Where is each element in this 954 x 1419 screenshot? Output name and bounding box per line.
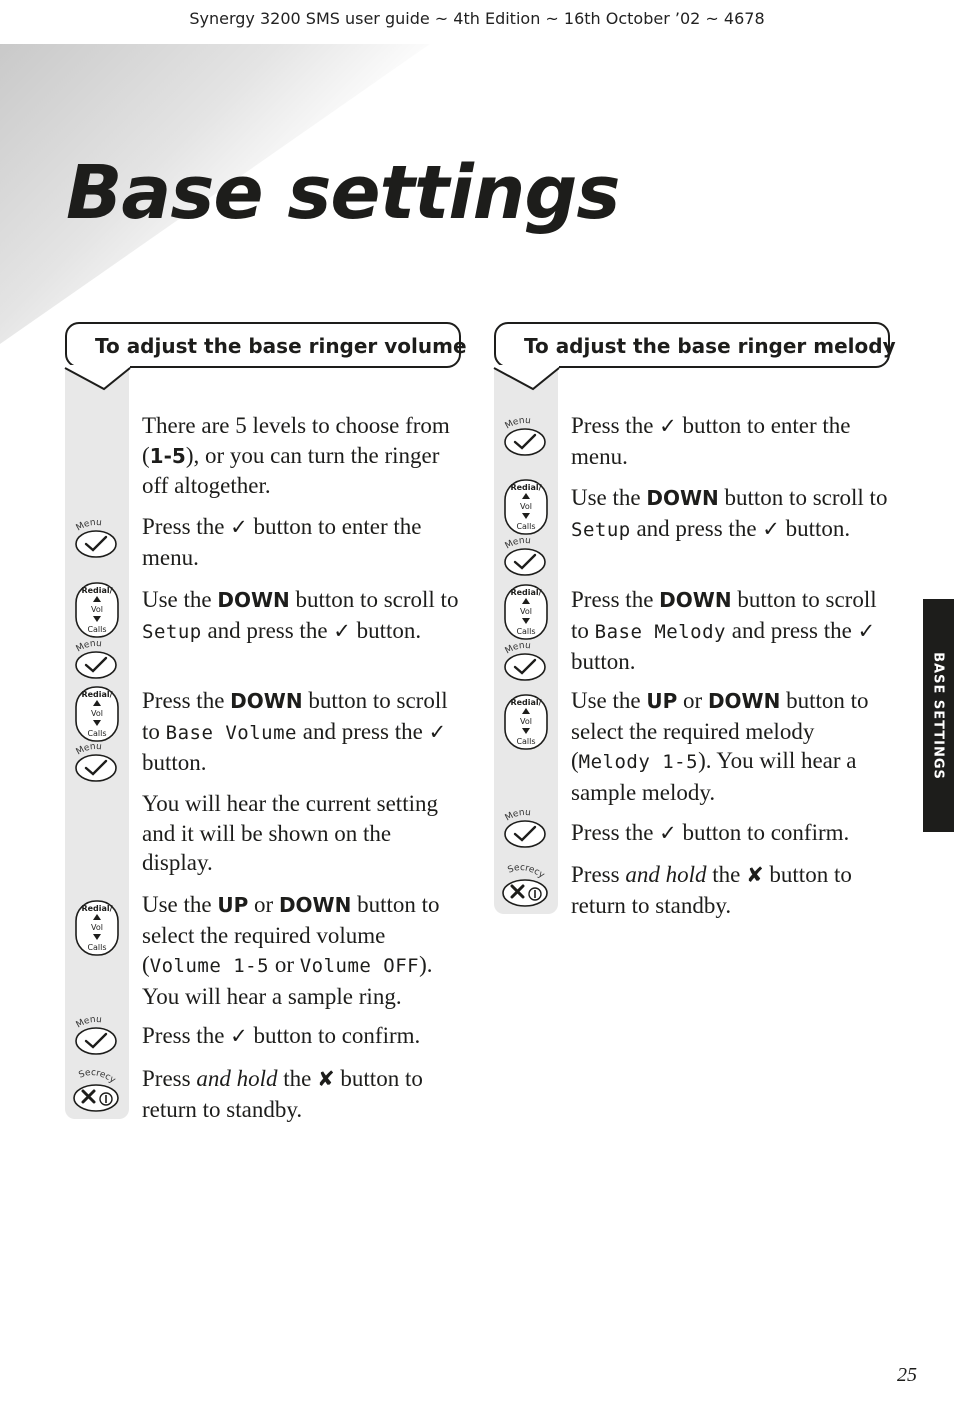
text: the — [283, 1066, 312, 1091]
svg-text:Secrecy: Secrecy — [506, 863, 547, 881]
menu-button-icon — [74, 1014, 122, 1058]
page-title: Base settings — [66, 150, 620, 236]
display-text: Volume OFF — [299, 955, 420, 977]
text: button to scroll to — [295, 587, 459, 612]
text: Press the — [571, 413, 654, 438]
left-step-confirm — [142, 1021, 460, 1052]
svg-text:Menu: Menu — [74, 741, 103, 758]
keyword: DOWN — [707, 689, 781, 713]
text: Use the — [571, 485, 641, 510]
text: button. — [785, 515, 851, 541]
text: or — [274, 952, 294, 977]
left-step-enter-menu — [142, 512, 460, 572]
display-text: Base Volume — [165, 721, 297, 744]
text: button. — [142, 750, 207, 775]
svg-text:Vol: Vol — [91, 605, 103, 614]
keyword: DOWN — [646, 486, 719, 510]
text: button to select the required volume ( — [142, 892, 440, 977]
text: and press the — [302, 718, 423, 744]
svg-text:Secrecy: Secrecy — [77, 1068, 118, 1086]
right-step-select-melody — [571, 686, 889, 807]
left-heading-tail — [64, 365, 132, 393]
svg-text:Redial/: Redial/ — [510, 698, 542, 707]
text: button to scroll to — [724, 485, 888, 510]
secrecy-end-button-icon — [499, 863, 553, 909]
text: You will hear the current setting and it will be shown on the display. — [142, 791, 438, 875]
keyword: DOWN — [230, 689, 303, 713]
cross-icon: ✘ — [746, 863, 764, 887]
cross-icon: ✘ — [317, 1067, 335, 1091]
redial-vol-calls-icon — [75, 900, 119, 956]
right-step-confirm — [571, 818, 889, 849]
text: Press — [142, 1066, 191, 1091]
text: Use the — [142, 892, 212, 917]
display-text: Melody 1-5 — [578, 751, 699, 773]
keyword: 1-5 — [149, 443, 186, 468]
secrecy-end-button-icon — [70, 1068, 124, 1114]
redial-vol-calls-icon — [504, 584, 548, 640]
text: button to select the required melody ( — [571, 688, 869, 773]
right-step-base-melody — [571, 585, 889, 677]
text: Press the — [571, 820, 654, 845]
tick-icon: ✓ — [428, 719, 447, 744]
svg-text:Vol: Vol — [520, 502, 532, 511]
svg-text:Redial/: Redial/ — [510, 483, 542, 492]
left-step-intro — [142, 411, 460, 501]
svg-text:Calls: Calls — [516, 627, 536, 636]
text: ), or you can turn the ringer off altogether. — [142, 442, 440, 498]
text: or — [254, 892, 274, 917]
emphasis: and hold — [196, 1066, 278, 1091]
svg-text:Redial/: Redial/ — [81, 586, 113, 595]
text: Press the — [142, 688, 225, 713]
svg-text:Menu: Menu — [74, 517, 103, 534]
right-section-heading: To adjust the base ringer melody — [494, 322, 890, 368]
running-header: Synergy 3200 SMS user guide ~ 4th Edition ~ 16th October ’02 ~ 4678 — [189, 9, 765, 28]
svg-text:Redial/: Redial/ — [81, 904, 113, 913]
text: Use the — [142, 587, 212, 612]
left-step-standby — [142, 1064, 460, 1124]
svg-text:Vol: Vol — [520, 717, 532, 726]
text: button to return to standby. — [142, 1066, 423, 1122]
text: ). You will hear a sample ring. — [142, 952, 433, 1009]
text: ). You will hear a sample melody. — [571, 748, 857, 805]
right-step-standby — [571, 860, 889, 920]
right-heading-tail — [493, 365, 561, 393]
tick-icon: ✓ — [230, 515, 248, 539]
text: the — [712, 862, 741, 887]
left-step-scroll-setup — [142, 585, 460, 647]
redial-vol-calls-icon — [504, 694, 548, 750]
text: and press the — [731, 617, 852, 643]
section-side-tab — [923, 599, 954, 832]
tick-icon: ✓ — [659, 414, 677, 438]
text: button to confirm. — [682, 820, 850, 845]
emphasis: and hold — [625, 862, 707, 887]
text: and press the — [207, 617, 328, 643]
text: Press the — [142, 1023, 225, 1048]
right-step-enter-menu — [571, 411, 889, 471]
svg-text:Calls: Calls — [87, 729, 107, 738]
text: There are 5 levels to choose from ( — [142, 413, 450, 468]
text: button. — [356, 617, 422, 643]
keyword: UP — [217, 893, 249, 917]
keyword: DOWN — [659, 588, 732, 612]
tick-icon: ✓ — [230, 1024, 248, 1048]
left-section-heading: To adjust the base ringer volume — [65, 322, 461, 368]
svg-text:Redial/: Redial/ — [510, 588, 542, 597]
display-text: Setup — [571, 518, 631, 541]
text: button to return to standby. — [571, 862, 852, 918]
svg-text:Calls: Calls — [87, 943, 107, 952]
menu-button-icon — [74, 741, 122, 785]
redial-vol-calls-icon — [504, 479, 548, 535]
text: Press the — [571, 587, 654, 612]
svg-text:Menu: Menu — [74, 638, 103, 655]
tick-icon: ✓ — [659, 821, 677, 845]
svg-text:Vol: Vol — [91, 923, 103, 932]
svg-text:Vol: Vol — [520, 607, 532, 616]
text: Press — [571, 862, 620, 887]
menu-button-icon — [503, 640, 551, 684]
svg-text:Menu: Menu — [503, 807, 532, 824]
display-text: Volume 1-5 — [149, 955, 270, 977]
keyword: DOWN — [217, 588, 290, 612]
text: button to enter the menu. — [142, 514, 422, 570]
tick-icon: ✓ — [857, 618, 876, 643]
svg-text:Menu: Menu — [503, 640, 532, 657]
keyword: UP — [646, 689, 678, 713]
svg-text:Redial/: Redial/ — [81, 690, 113, 699]
page-number: 25 — [897, 1364, 917, 1386]
display-text: Setup — [142, 620, 202, 643]
svg-text:Menu: Menu — [503, 535, 532, 552]
tick-icon: ✓ — [333, 618, 351, 643]
left-step-current-setting — [142, 789, 460, 878]
menu-button-icon — [503, 535, 551, 579]
menu-button-icon — [503, 415, 551, 459]
text: button. — [571, 649, 636, 674]
menu-button-icon — [503, 807, 551, 851]
left-step-select-volume — [142, 890, 460, 1011]
svg-text:Vol: Vol — [91, 709, 103, 718]
text: button to confirm. — [253, 1023, 421, 1048]
text: or — [683, 688, 703, 713]
keyword: DOWN — [278, 893, 352, 917]
svg-text:Menu: Menu — [74, 1014, 103, 1031]
side-tab-label: BASE SETTINGS — [930, 652, 946, 780]
svg-text:Calls: Calls — [516, 737, 536, 746]
text: Use the — [571, 688, 641, 713]
text: button to scroll to — [142, 688, 448, 744]
redial-vol-calls-icon — [75, 686, 119, 742]
menu-button-icon — [74, 517, 122, 561]
text: button to scroll to — [571, 587, 877, 643]
svg-text:Calls: Calls — [516, 522, 536, 531]
text: and press the — [636, 515, 757, 541]
display-text: Base Melody — [594, 620, 726, 643]
menu-button-icon — [74, 638, 122, 682]
left-step-base-volume — [142, 686, 460, 778]
tick-icon: ✓ — [762, 516, 780, 541]
redial-vol-calls-icon — [75, 582, 119, 638]
text: Press the — [142, 514, 225, 539]
text: button to enter the menu. — [571, 413, 851, 469]
right-step-scroll-setup — [571, 483, 889, 545]
svg-text:Menu: Menu — [503, 415, 532, 432]
svg-text:Calls: Calls — [87, 625, 107, 634]
